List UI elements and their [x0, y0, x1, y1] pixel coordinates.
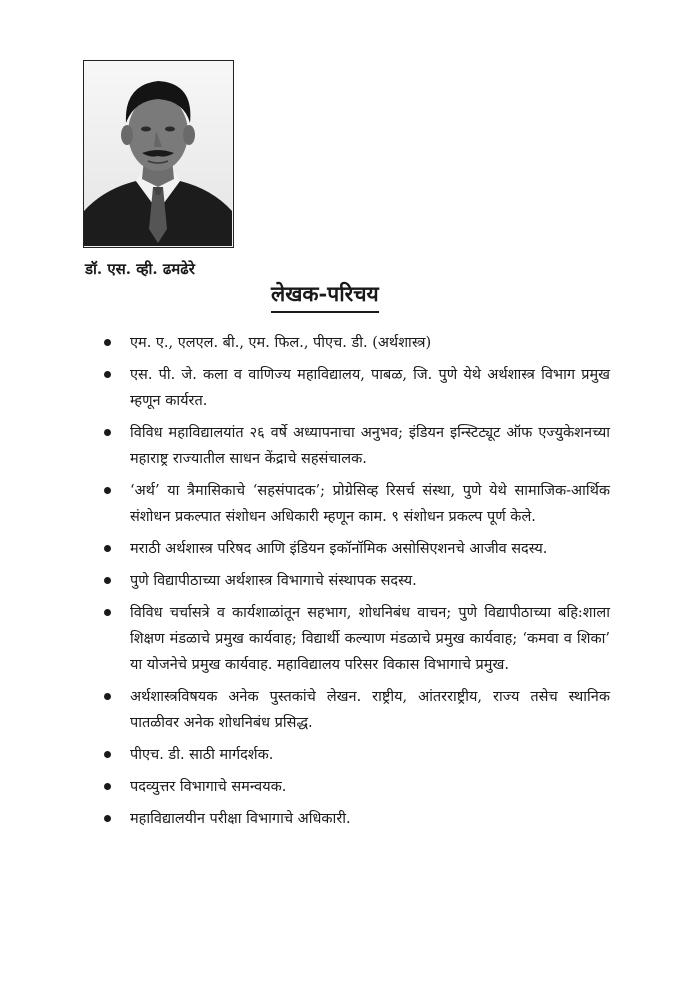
bullet-icon: [104, 609, 111, 616]
bullet-icon: [104, 693, 111, 700]
bullet-icon: [104, 751, 111, 758]
list-item: [100, 478, 610, 530]
bio-item-text: पुणे विद्यापीठाच्या अर्थशास्त्र विभागाचे संस्थापक सदस्य.: [130, 573, 417, 589]
list-item: [100, 568, 610, 594]
bullet-icon: [104, 487, 111, 494]
bio-item-text: एस. पी. जे. कला व वाणिज्य महाविद्यालय, पाबळ, जि. पुणे येथे अर्थशास्त्र विभाग प्रमुख म्हणून कार्यरत.: [130, 367, 610, 409]
author-photo: [83, 60, 234, 248]
list-item: [100, 742, 610, 768]
bio-item-text: एम. ए., एलएल. बी., एम. फिल., पीएच. डी. (अर्थशास्त्र): [130, 335, 432, 351]
bullet-icon: [104, 545, 111, 552]
bio-item-text: मराठी अर्थशास्त्र परिषद आणि इंडियन इकॉनॉमिक असोसिएशनचे आजीव सदस्य.: [130, 541, 548, 557]
list-item: [100, 774, 610, 800]
list-item: [100, 536, 610, 562]
bullet-icon: [104, 783, 111, 790]
list-item: [100, 362, 610, 414]
bullet-icon: [104, 339, 111, 346]
bullet-icon: [104, 371, 111, 378]
bullet-icon: [104, 429, 111, 436]
list-item: [100, 420, 610, 472]
list-item: [100, 600, 610, 678]
bullet-icon: [104, 577, 111, 584]
bio-item-text: अर्थशास्त्रविषयक अनेक पुस्तकांचे लेखन. राष्ट्रीय, आंतरराष्ट्रीय, राज्य तसेच स्थानिक पातळीवर अनेक शोधनिबंध प्रसिद्ध.: [130, 689, 610, 731]
list-item: [100, 684, 610, 736]
list-item: [100, 806, 610, 832]
bio-item-text: महाविद्यालयीन परीक्षा विभागाचे अधिकारी.: [130, 811, 351, 827]
bio-list: [100, 330, 610, 838]
bio-item-text: ‘अर्थ’ या त्रैमासिकाचे ‘सहसंपादक’; प्रोग्रेसिव्ह रिसर्च संस्था, पुणे येथे सामाजिक-आर्थिक संशोधन प्रकल्पात संशोधन अधिकारी म्हणून काम. ९ संशोधन प्रकल्प पूर्ण केले.: [130, 483, 610, 525]
section-title: लेखक-परिचय: [271, 280, 379, 313]
author-name: डॉ. एस. व्ही. ढमढेरे: [85, 260, 195, 278]
bio-item-text: पीएच. डी. साठी मार्गदर्शक.: [130, 747, 274, 763]
bullet-icon: [104, 815, 111, 822]
bio-item-text: विविध महाविद्यालयांत २६ वर्षे अध्यापनाचा अनुभव; इंडियन इन्स्टिट्यूट ऑफ एज्युकेशनच्या महाराष्ट्र राज्यातील साधन केंद्राचे सहसंचालक.: [130, 425, 610, 467]
bio-item-text: पदव्युत्तर विभागाचे समन्वयक.: [130, 779, 287, 795]
author-portrait-icon: [84, 61, 232, 246]
bio-item-text: विविध चर्चासत्रे व कार्यशाळांतून सहभाग, शोधनिबंध वाचन; पुणे विद्यापीठाच्या बहि:शाला शिक्षण मंडळाचे प्रमुख कार्यवाह; विद्यार्थी कल्याण मंडळाचे प्रमुख कार्यवाह; ‘कमवा व शिका’ या योजनेचे प्रमुख कार्यवाह. महाविद्यालय परिसर विकास विभागाचे प्रमुख.: [130, 605, 610, 673]
list-item: [100, 330, 610, 356]
